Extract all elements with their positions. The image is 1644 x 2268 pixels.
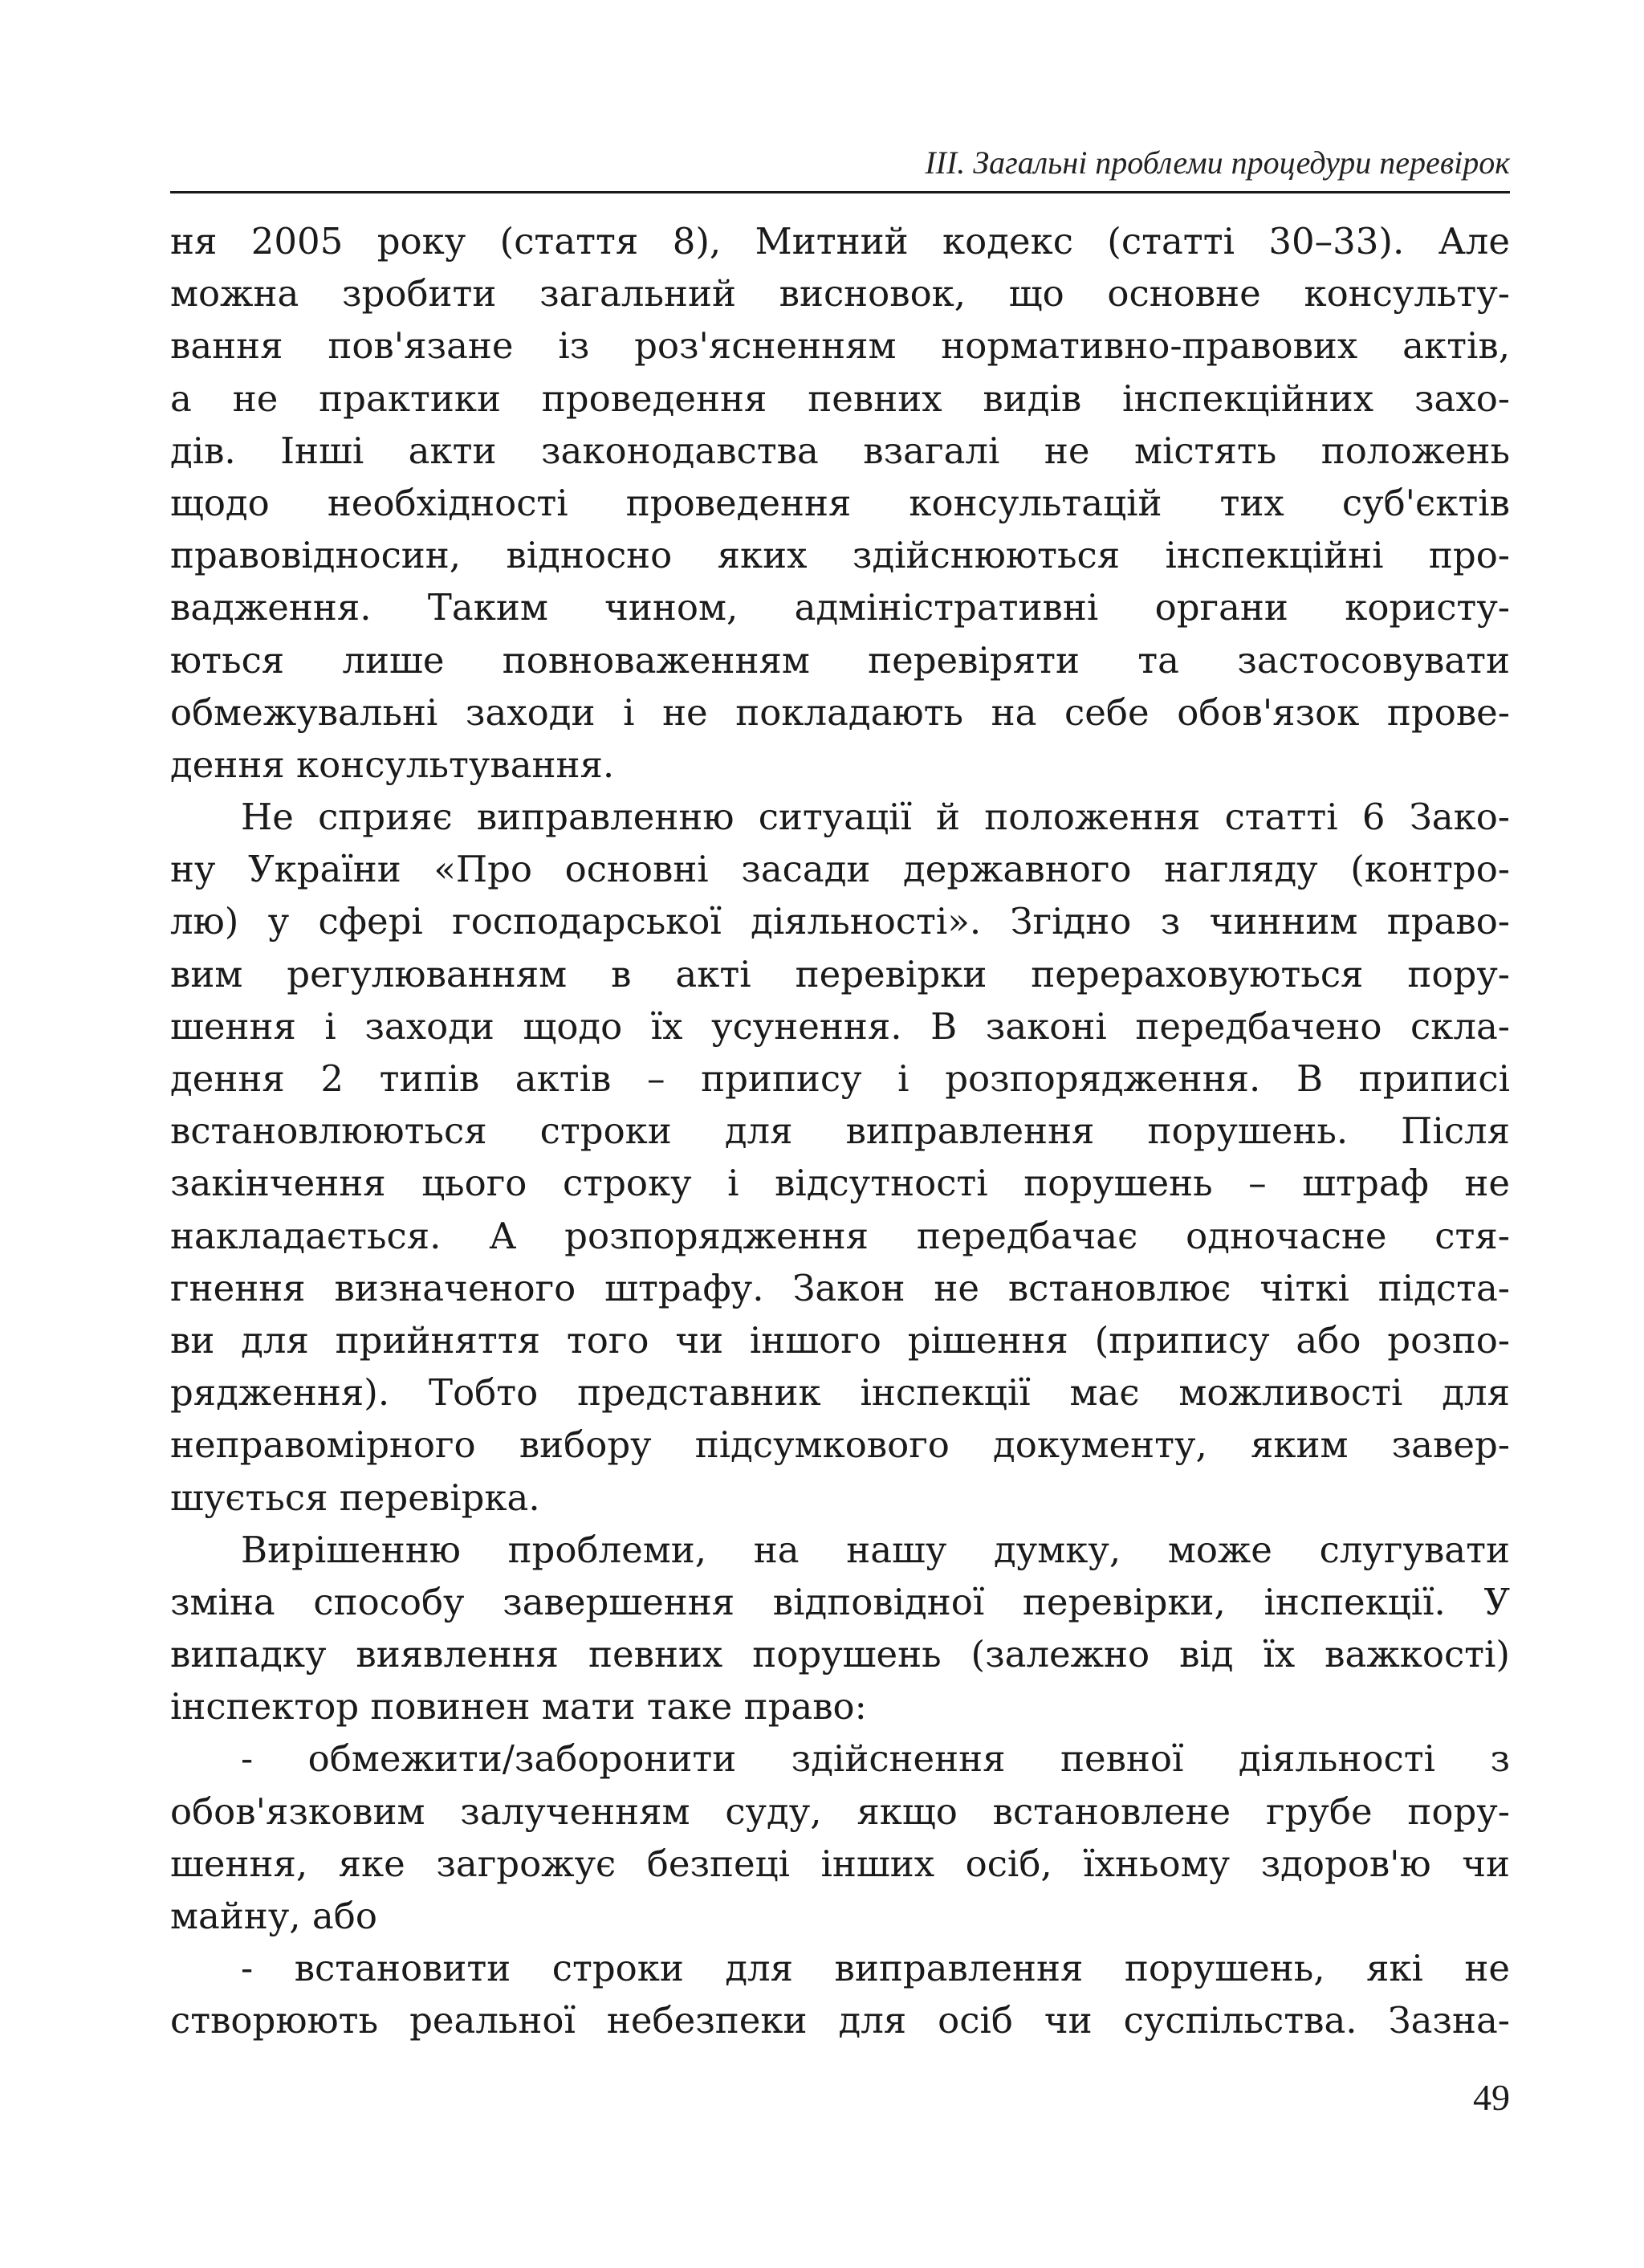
body-text [170, 215, 1510, 2047]
text-line: шується перевірка. [170, 1476, 540, 1519]
text-line: накладається. А розпорядження передбачає одночасне стя- [170, 1214, 1510, 1257]
text-line: рядження). Тобто представник інспекції має можливості для [170, 1371, 1510, 1415]
text-line: випадку виявлення певних порушень (залежно від їх важкості) [170, 1633, 1510, 1676]
text-line: вадження. Таким чином, адміністративні органи користу- [170, 586, 1510, 629]
list-item-line: шення, яке загрожує безпеці інших осіб, їхньому здоров'ю чи [170, 1842, 1510, 1885]
text-line: дення 2 типів актів – припису і розпорядження. В приписі [170, 1057, 1510, 1100]
list-item-line: майну, або [170, 1895, 377, 1937]
header-rule [170, 191, 1510, 193]
text-line: закінчення цього строку і відсутності порушень – штраф не [170, 1162, 1510, 1205]
text-line: гнення визначеного штрафу. Закон не встановлює чіткі підста- [170, 1266, 1510, 1309]
text-line: дів. Інші акти законодавства взагалі не містять положень [170, 429, 1510, 472]
text-line: обмежувальні заходи і не покладають на себе обов'язок прове- [170, 690, 1510, 734]
text-line: інспектор повинен мати таке право: [170, 1685, 867, 1728]
text-line: ються лише повноваженням перевіряти та застосовувати [170, 638, 1510, 682]
text-line: можна зробити загальний висновок, що основне консульту- [170, 272, 1510, 316]
page-number: 49 [1473, 2077, 1510, 2118]
text-line: шення і заходи щодо їх усунення. В законі передбачено скла- [170, 1004, 1510, 1048]
running-header: III. Загальні проблеми процедури перевірок [925, 145, 1510, 181]
text-line: ну України «Про основні засади державного нагляду (контро- [170, 848, 1510, 891]
text-line: щодо необхідності проведення консультацій тих суб'єктів [170, 481, 1510, 524]
text-line: лю) у сфері господарської діяльності». Згідно з чинним право- [170, 900, 1510, 943]
text-line: встановлюються строки для виправлення порушень. Після [170, 1110, 1510, 1153]
text-line: вання пов'язане із роз'ясненням нормативно-правових актів, [170, 324, 1510, 368]
text-line: Вирішенню проблеми, на нашу думку, може слугувати [241, 1528, 1510, 1571]
text-line: зміна способу завершення відповідної перевірки, інспекції. У [170, 1580, 1510, 1623]
text-line: правовідносин, відносно яких здійснюються інспекційні про- [170, 534, 1510, 577]
text-line: а не практики проведення певних видів інспекційних захо- [170, 377, 1510, 420]
list-item-line: обов'язковим залученням суду, якщо встановлене грубе пору- [170, 1790, 1510, 1833]
text-line: ви для прийняття того чи іншого рішення (припису або розпо- [170, 1318, 1510, 1362]
text-line: Не сприяє виправленню ситуації й положення статті 6 Зако- [241, 796, 1510, 839]
list-item-line: - обмежити/заборонити здійснення певної діяльності з [241, 1737, 1510, 1781]
text-line: дення консультування. [170, 743, 615, 786]
list-item-line: - встановити строки для виправлення порушень, які не [241, 1947, 1510, 1990]
text-line: ня 2005 року (стаття 8), Митний кодекс (статті 30–33). Але [170, 220, 1510, 263]
list-item-line: створюють реальної небезпеки для осіб чи суспільства. Зазна- [170, 1999, 1510, 2042]
text-line: вим регулюванням в акті перевірки перераховуються пору- [170, 952, 1510, 996]
text-line: неправомірного вибору підсумкового документу, яким завер- [170, 1423, 1510, 1467]
